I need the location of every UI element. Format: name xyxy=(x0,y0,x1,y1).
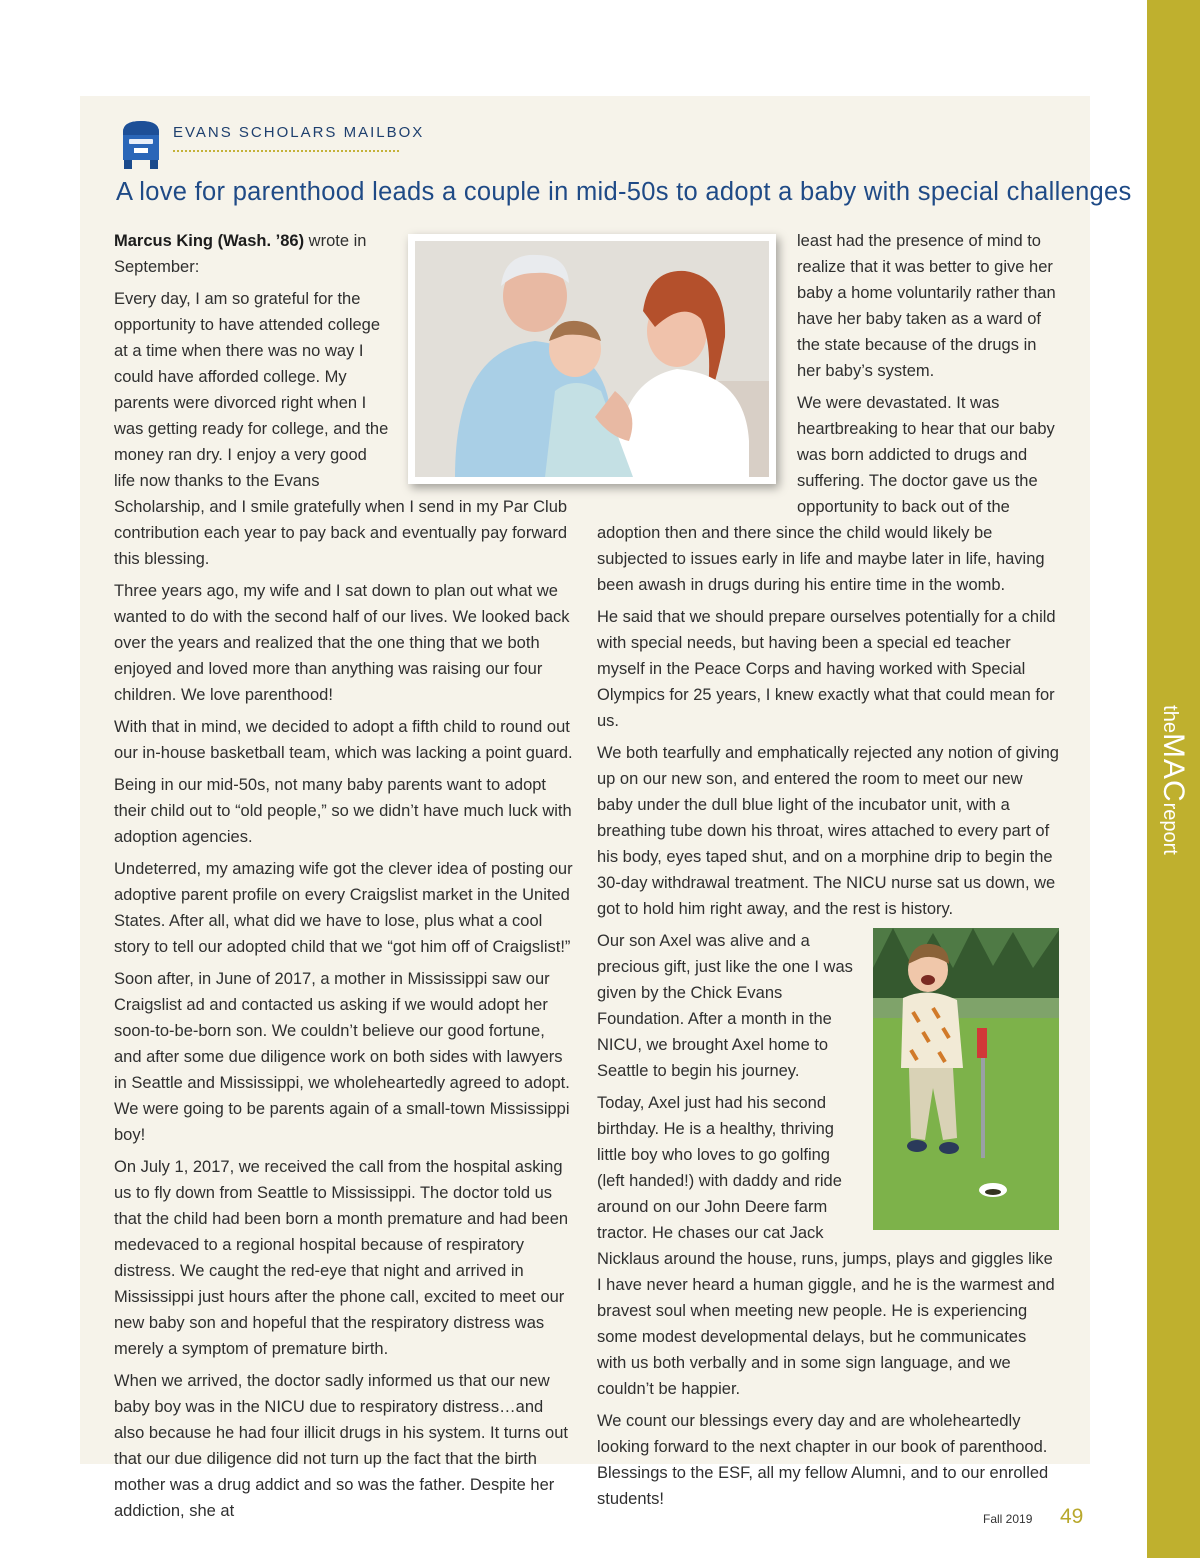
page-number: 49 xyxy=(1060,1505,1084,1528)
brand-logo xyxy=(1156,705,1190,855)
left-paragraph-2: Three years ago, my wife and I sat down to plan out what we wanted to do with the second half of our lives. We looked back over the years and realized that the one thing that we both enjoyed and loved more than anything was raising our four children. We love parenthood! xyxy=(114,582,570,704)
left-paragraph-1: Every day, I am so grateful for the opportunity to have attended college at a time when there was no way I could have afforded college. My parents were divorced right when I was getting ready for college, and the money ran dry. I enjoy a very good life now thanks to the Evans Scholarship, and I smile gratefully when I send in my Par Club contribution each year to pay back and eventually pay forward this blessing. xyxy=(114,290,568,568)
left-paragraph-3: With that in mind, we decided to adopt a fifth child to round out our in-house basketball team, which was lacking a point guard. xyxy=(114,718,573,762)
right-column xyxy=(597,228,1059,1518)
golf-photo xyxy=(873,928,1059,1230)
kicker-rule xyxy=(173,150,399,152)
mailbox-icon xyxy=(120,118,162,170)
left-paragraph-5: Undeterred, my amazing wife got the clever idea of posting our adoptive parent profile on every Craigslist market in the United States. After all, what did we have to lose, plus what a cool story to tell our adopted child that we “got him off of Craigslist!” xyxy=(114,860,573,956)
brand-prefix: the xyxy=(1159,705,1181,733)
left-paragraph-7: On July 1, 2017, we received the call from the hospital asking us to fly down from Seattle to Mississippi. The doctor told us that the child had been born a month premature and had been medevaced to a regional hospital because of respiratory distress. We caught the red-eye that night and arrived in Mississippi just hours after the phone call, excited to meet our new baby son and hopeful that the respiratory distress was merely a symptom of premature birth. xyxy=(114,1158,569,1358)
article-headline: A love for parenthood leads a couple in mid-50s to adopt a baby with special challenges xyxy=(116,178,1132,206)
left-column xyxy=(114,228,576,1530)
section-kicker: EVANS SCHOLARS MAILBOX xyxy=(173,124,425,141)
brand-name: MAC xyxy=(1157,732,1190,803)
byline-rest: wrote in September: xyxy=(114,232,367,276)
left-paragraph-8: When we arrived, the doctor sadly informed us that our new baby boy was in the NICU due to respiratory distress…and also because he had four illicit drugs in his system. It turns out that our due diligence did not turn up the fact that the birth mother was a drug addict and so was the father. Despite her addiction, she at xyxy=(114,1372,568,1520)
photo-wrap-space xyxy=(597,228,797,500)
right-paragraph-3: He said that we should prepare ourselves potentially for a child with special needs, but having been a special ed teacher myself in the Peace Corps and having worked with Special Olympics for 25 years, I knew exactly what that could mean for us. xyxy=(597,608,1056,730)
issue-season: Fall 2019 xyxy=(983,1512,1033,1526)
right-paragraph-6: Today, Axel just had his second birthday. He is a healthy, thriving little boy who loves to go golfing (left handed!) with daddy and ride around on our John Deere farm tractor. He chases our cat Jack Nicklaus around the house, runs, jumps, plays and giggles like I have never heard a human giggle, and he is the warmest and bravest soul when meeting new people. He is experiencing some modest developmental delays, but he communicates with us both verbally and in some sign language, and we couldn’t be happier. xyxy=(597,1094,1055,1398)
right-paragraph-4: We both tearfully and emphatically rejected any notion of giving up on our new son, and entered the room to meet our new baby under the dull blue light of the incubator unit, with a breathing tube down his throat, wires attached to every part of his body, eyes taped shut, and on a morphine drip to begin the 30-day withdrawal treatment. The NICU nurse sat us down, we got to hold him right away, and the rest is history. xyxy=(597,744,1059,918)
left-paragraph-6: Soon after, in June of 2017, a mother in Mississippi saw our Craigslist ad and contacted us asking if we would adopt her soon-to-be-born son. We couldn’t believe our good fortune, and after some due diligence work on both sides with lawyers in Seattle and Mississippi, we wholeheartedly agreed to adopt. We were going to be parents again of a small-town Mississippi boy! xyxy=(114,970,570,1144)
right-paragraph-2: We were devastated. It was heartbreaking to hear that our baby was born addicted to drugs and suffering. The doctor gave us the opportunity to back out of the adoption then and there since the child would likely be subjected to issues early in life and maybe later in life, having been awash in drugs during his entire time in the womb. xyxy=(597,394,1055,594)
left-paragraph-4: Being in our mid-50s, not many baby parents want to adopt their child out to “old people,” so we didn’t have much luck with adoption agencies. xyxy=(114,776,572,846)
author-name: Marcus King (Wash. ’86) xyxy=(114,232,305,250)
right-paragraph-1: least had the presence of mind to realize that it was better to give her baby a home voluntarily rather than have her baby taken as a ward of the state because of the drugs in her baby’s system. xyxy=(797,232,1056,380)
right-paragraph-7: We count our blessings every day and are wholeheartedly looking forward to the next chapter in our book of parenthood. Blessings to the ESF, all my fellow Alumni, and to our enrolled students! xyxy=(597,1412,1049,1508)
right-paragraph-5: Our son Axel was alive and a precious gift, just like the one I was given by the Chick Evans Foundation. After a month in the NICU, we brought Axel home to Seattle to begin his journey. xyxy=(597,932,853,1080)
brand-suffix: report xyxy=(1159,802,1181,855)
